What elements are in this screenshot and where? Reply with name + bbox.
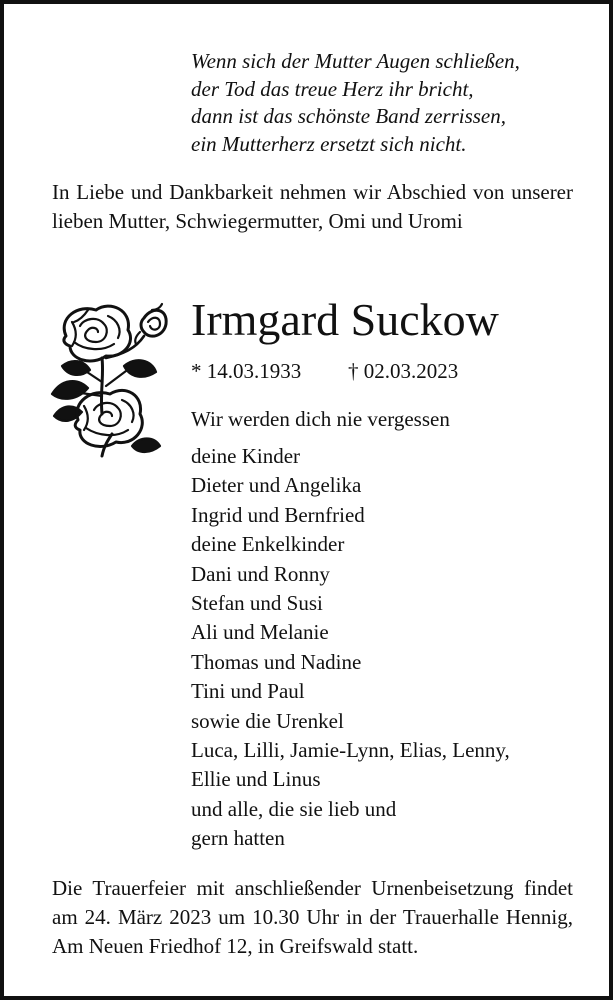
funeral-service-info: Die Trauerfeier mit anschließender Urnenbeisetzung findet am 24. März 2023 um 10.30 Uhr in der Trauerhalle Hennig, Am Neuen Friedhof 12, in Greifswald statt. — [52, 876, 573, 958]
life-dates — [191, 357, 459, 385]
mourner-line: gern hatten — [191, 826, 285, 851]
mourner-line: Luca, Lilli, Jamie-Lynn, Elias, Lenny, — [191, 738, 510, 763]
mourner-line: deine Enkelkinder — [191, 532, 345, 557]
poem-line: dann ist das schönste Band zerrissen, — [191, 104, 506, 129]
mourners-list — [191, 442, 510, 854]
mourner-line: Ingrid und Bernfried — [191, 502, 365, 527]
mourner-line: Ellie und Linus — [191, 767, 321, 792]
poem-line: Wenn sich der Mutter Augen schließen, — [191, 49, 520, 73]
deceased-name: Irmgard Suckow — [191, 294, 499, 345]
mourner-line: und alle, die sie lieb und — [191, 796, 397, 821]
poem-line: der Tod das treue Herz ihr bricht, — [191, 76, 474, 101]
mourner-line: Ali und Melanie — [191, 620, 329, 645]
mourner-line: Thomas und Nadine — [191, 649, 362, 674]
mourner-line: deine Kinder — [191, 444, 301, 468]
mourner-line: sowie die Urenkel — [191, 708, 344, 733]
death-date: † 02.03.2023 — [348, 359, 459, 383]
poem-line: ein Mutterherz ersetzt sich nicht. — [191, 132, 467, 157]
poem — [191, 48, 520, 159]
mourner-line: Stefan und Susi — [191, 591, 323, 616]
birth-date: * 14.03.1933 — [191, 359, 302, 383]
mourner-line: Dani und Ronny — [191, 561, 330, 586]
mourner-line: Dieter und Angelika — [191, 473, 362, 498]
mourner-line: Tini und Paul — [191, 679, 305, 704]
remembrance-line: Wir werden dich nie vergessen — [191, 407, 450, 431]
intro-text: In Liebe und Dankbarkeit nehmen wir Abschied von unserer lieben Mutter, Schwiegermutter, Omi und Uromi — [52, 180, 573, 233]
rose-illustration-icon — [44, 296, 179, 466]
